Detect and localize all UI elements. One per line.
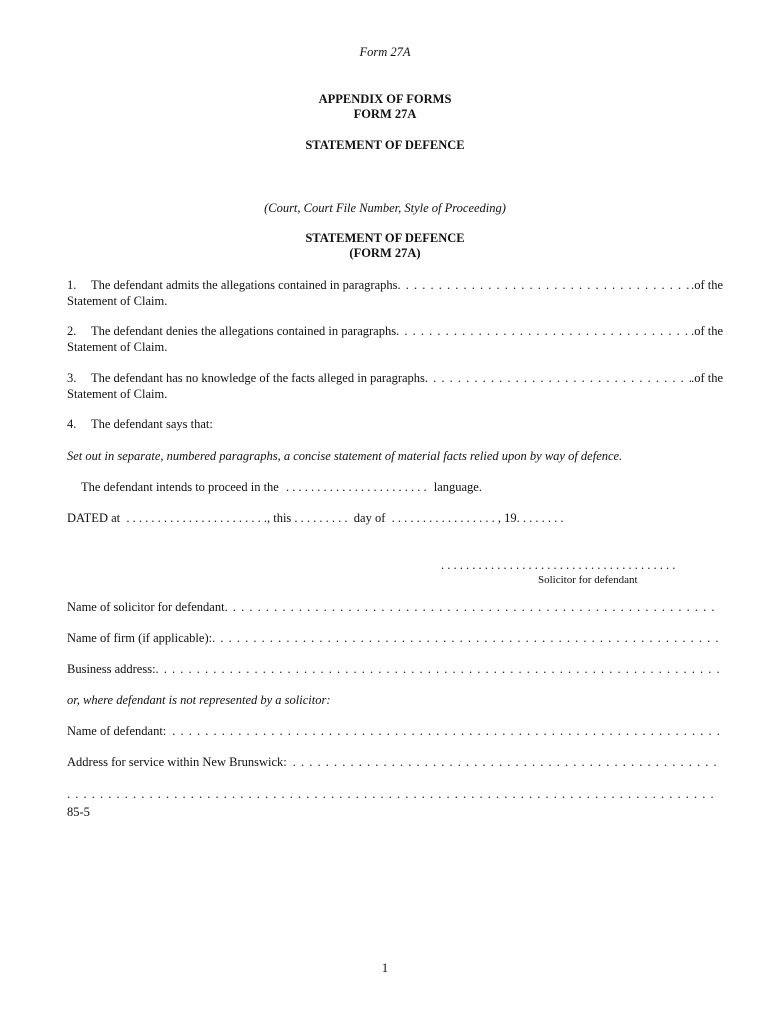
- firm-name-field[interactable]: [67, 630, 719, 646]
- solicitor-name-label: Name of solicitor for defendant: [67, 600, 225, 614]
- paragraph-3: [67, 370, 723, 402]
- instruction-text: Set out in separate, numbered paragraphs, a concise statement of material facts relied upon by way of defence.: [67, 449, 623, 463]
- service-address-continuation[interactable]: [67, 786, 719, 802]
- subtitle-statement: STATEMENT OF DEFENCE: [305, 231, 465, 245]
- paragraph-text: The defendant denies the allegations contained in paragraphs: [91, 324, 397, 338]
- paragraph-tail: .of the: [691, 371, 723, 385]
- not-represented-note: or, where defendant is not represented by a solicitor:: [67, 693, 331, 707]
- blank-field[interactable]: [212, 630, 719, 646]
- blank-field[interactable]: [425, 370, 691, 386]
- business-address-label: Business address:: [67, 662, 156, 676]
- paragraph-text: The defendant has no knowledge of the facts alleged in paragraphs: [91, 371, 425, 385]
- business-address-field[interactable]: [67, 661, 719, 677]
- blank-field[interactable]: [225, 599, 719, 615]
- subtitle-form: (FORM 27A): [349, 246, 421, 260]
- paragraph-text: The defendant says that:: [91, 417, 213, 431]
- firm-name-label: Name of firm (if applicable):: [67, 631, 213, 645]
- paragraph-number: 4.: [67, 417, 77, 431]
- defendant-name-field[interactable]: [67, 723, 719, 739]
- paragraph-1: [67, 277, 723, 309]
- paragraph-number: 3.: [67, 371, 77, 385]
- paragraph-number: 2.: [67, 324, 77, 338]
- paragraph-tail: .of the: [691, 324, 723, 338]
- blank-field[interactable]: [398, 277, 692, 293]
- service-address-field[interactable]: [67, 754, 719, 770]
- language-suffix: language.: [433, 480, 482, 494]
- paragraph-continuation: Statement of Claim.: [67, 340, 168, 354]
- form-label: Form 27A: [359, 45, 411, 59]
- defendant-name-label: Name of defendant:: [67, 724, 167, 738]
- service-address-label: Address for service within New Brunswick:: [67, 755, 287, 769]
- dated-line[interactable]: DATED at . . . . . . . . . . . . . . . . . . . . . . ., this . . . . . . . . . day of . . . . . . . . . . . . . . . . . , 19. . . . . . . .: [67, 511, 564, 525]
- blank-field[interactable]: [156, 661, 719, 677]
- blank-field[interactable]: [396, 323, 691, 339]
- paragraph-continuation: Statement of Claim.: [67, 294, 168, 308]
- language-line: [81, 479, 482, 495]
- page-number: 1: [381, 961, 389, 975]
- signature-label: Solicitor for defendant: [538, 574, 638, 586]
- form-code: 85-5: [67, 805, 90, 819]
- paragraph-2: [67, 323, 723, 355]
- paragraph-number: 1.: [67, 278, 77, 292]
- language-blank[interactable]: . . . . . . . . . . . . . . . . . . . . . . .: [285, 480, 427, 494]
- title-appendix: APPENDIX OF FORMS: [318, 92, 452, 106]
- paragraph-4: [67, 416, 723, 432]
- court-line: (Court, Court File Number, Style of Proceeding): [264, 201, 506, 215]
- title-form-number: FORM 27A: [353, 107, 417, 121]
- blank-field[interactable]: [293, 754, 719, 770]
- blank-field[interactable]: [67, 786, 719, 802]
- paragraph-text: The defendant admits the allegations contained in paragraphs: [91, 278, 398, 292]
- title-statement: STATEMENT OF DEFENCE: [305, 138, 465, 152]
- language-prefix: The defendant intends to proceed in the: [81, 480, 279, 494]
- solicitor-name-field[interactable]: [67, 599, 719, 615]
- paragraph-tail: .of the: [691, 278, 723, 292]
- paragraph-continuation: Statement of Claim.: [67, 387, 168, 401]
- signature-line[interactable]: . . . . . . . . . . . . . . . . . . . . . . . . . . . . . . . . . . . . . .: [441, 558, 676, 572]
- blank-field[interactable]: [172, 723, 719, 739]
